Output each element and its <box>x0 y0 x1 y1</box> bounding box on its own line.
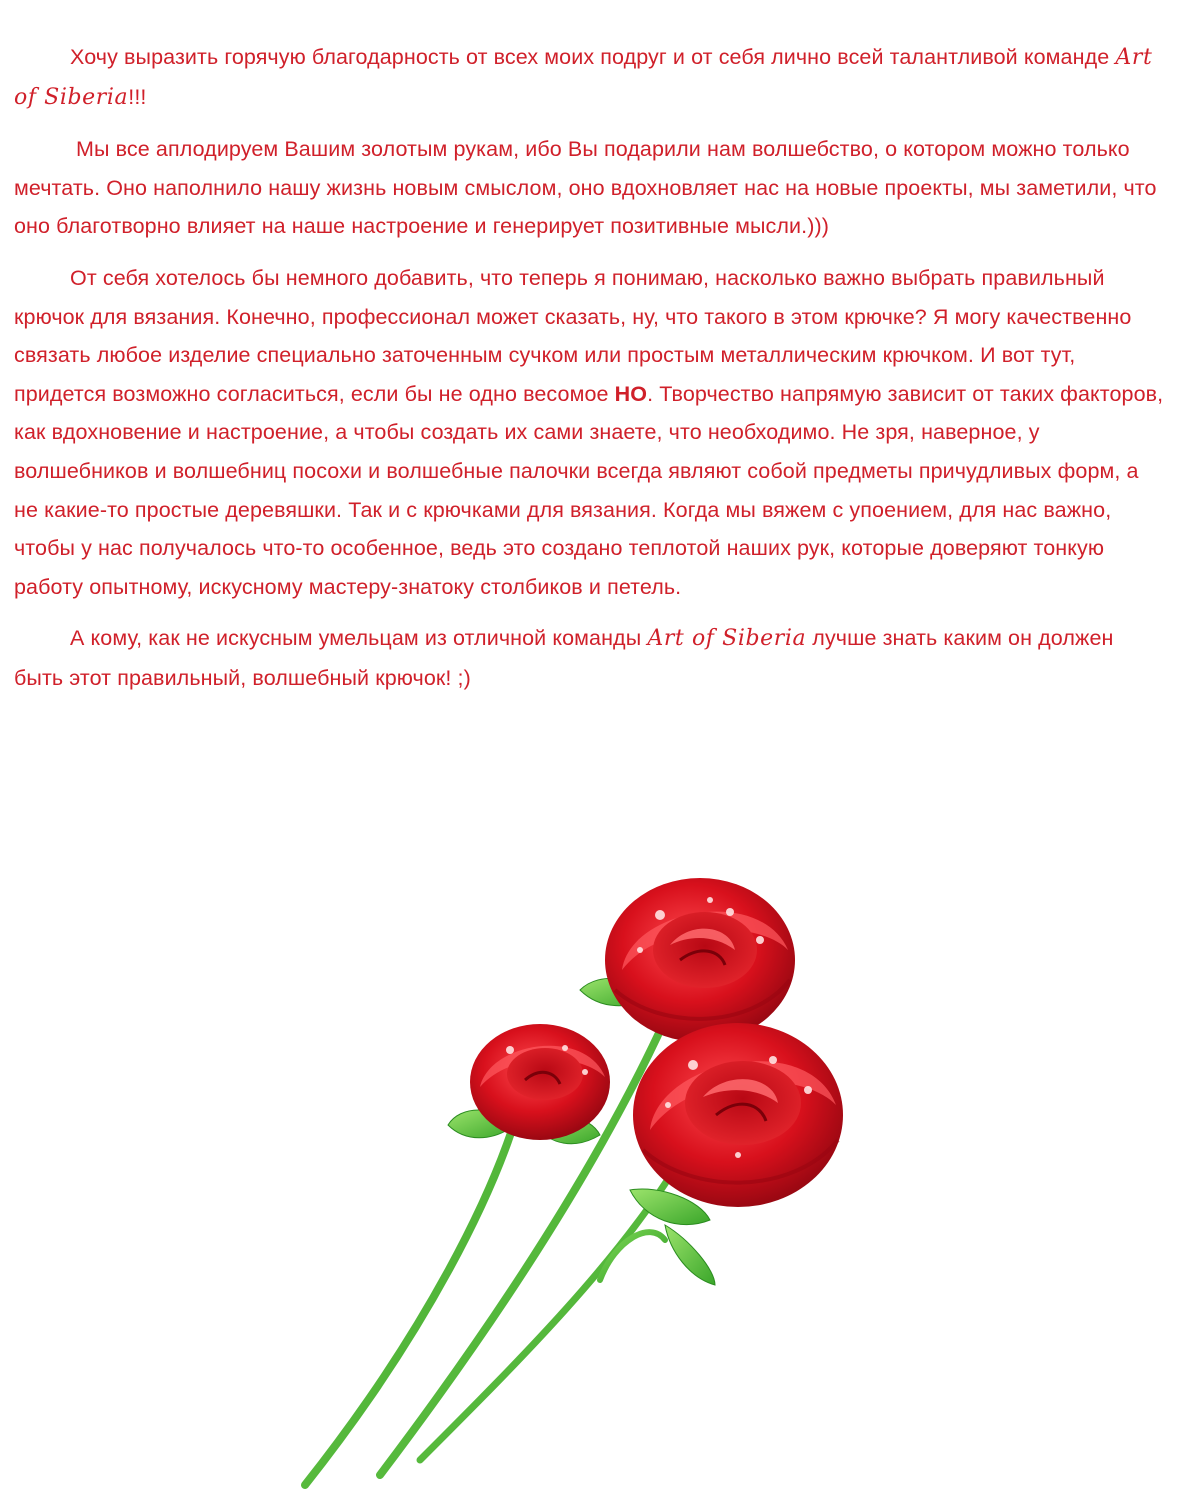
exclamation: !!! <box>128 84 147 109</box>
paragraph-hook <box>14 259 1166 606</box>
paragraph-closing-text-2: лучше знать каким он должен быть этот правильный, волшебный крючок <box>14 626 1114 690</box>
paragraph-closing <box>14 619 1166 697</box>
rose-left <box>470 1024 610 1140</box>
brand-name-closing: Art of Siberia <box>647 626 807 652</box>
leaf-6 <box>665 1225 715 1285</box>
paragraph-thanks-text: Хочу выразить горячую благодарность от всех моих подруг и от себя лично всей талантливой команде <box>70 45 1116 69</box>
paragraph-applause: Мы все аплодируем Вашим золотым рукам, ибо Вы подарили нам волшебство, о котором можно только мечтать. Оно наполнило нашу жизнь новым смыслом, оно вдохновляет нас на новые проекты, мы заметили, что оно благотворно влияет на наше настроение и генерирует позитивные мысли.))) <box>14 137 1157 239</box>
brand-name: Art of Siberia <box>14 45 1153 110</box>
paragraph-closing-text-1: А кому, как не искусным умельцам из отличной команды <box>70 626 648 651</box>
stem-curl <box>600 1232 665 1280</box>
rose-right <box>633 1023 843 1207</box>
roses-bouquet-icon <box>270 860 870 1490</box>
letter-body <box>14 38 1166 711</box>
closing-smiley: ;) <box>451 665 471 690</box>
paragraph-hook-text-1: От себя хотелось бы немного добавить, что теперь я понимаю, насколько важно выбрать правильный крючок для вязания. Конечно, профессионал может сказать, ну, что такого в этом крючке? Я могу качественно связать любое изделие специально заточенным сучком или простым металлическим крючком. И вот тут, придется возможно согласиться, если бы не одно весомое <box>14 265 1132 406</box>
closing-exclamation: ! <box>445 665 452 690</box>
emphasis-no: НО <box>614 381 648 406</box>
rose-top <box>605 878 795 1042</box>
paragraph-hook-text-2: . Творчество напрямую зависит от таких факторов, как вдохновение и настроение, а чтобы создать их сами знаете, что необходимо. Не зря, наверное, у волшебников и волшебниц посохи и волшебные палочки всегда являют собой предметы причудливых форм, а не какие-то простые деревяшки. Так и с крючками для вязания. Когда мы вяжем с упоением, для нас важно, чтобы у нас получалось что-то особенное, ведь это создано теплотой наших рук, которые доверяют тонкую работу опытному, искусному мастеру-знатоку столбиков и петель. <box>14 381 1164 599</box>
paragraph-thanks <box>14 38 1166 117</box>
